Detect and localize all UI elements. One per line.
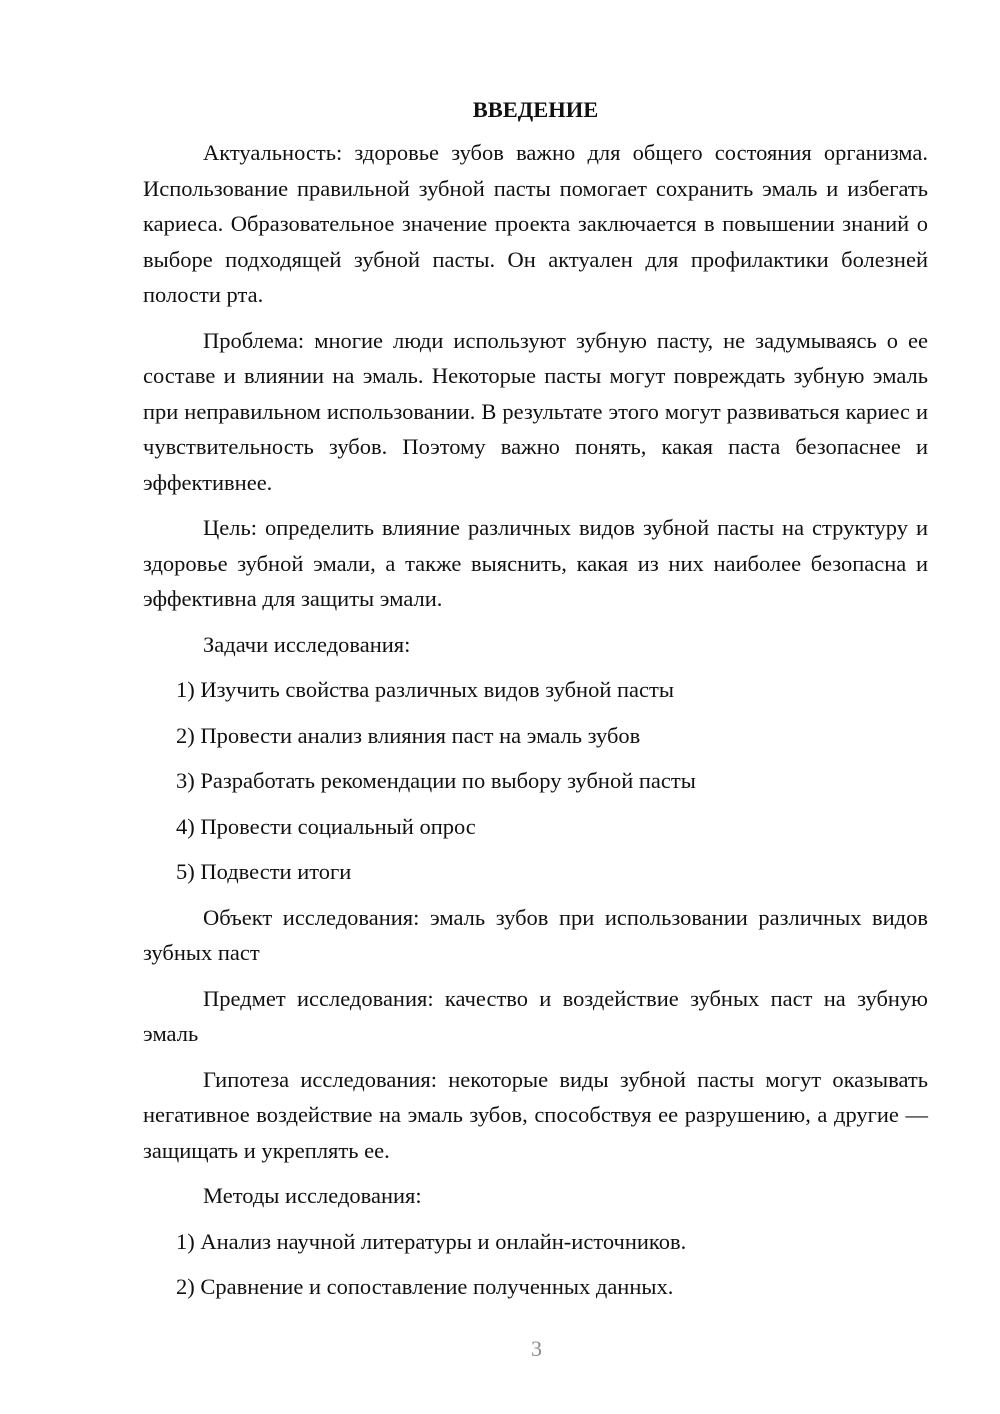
page-number: 3 [531,1336,542,1361]
method-item: 1) Анализ научной литературы и онлайн-источников. [176,1228,687,1254]
section-heading: ВВЕДЕНИЕ [472,97,599,122]
task-item: 1) Изучить свойства различных видов зубной пасты [176,677,674,702]
object-paragraph: Объект исследования: эмаль зубов при использовании различных видов зубных паст [143,904,928,965]
methods-list [143,1224,928,1305]
subject-paragraph: Предмет исследования: качество и воздействие зубных паст на зубную эмаль [143,985,928,1046]
problem-paragraph: Проблема: многие люди используют зубную пасту, не задумываясь о ее составе и влиянии на эмаль. Некоторые пасты могут повреждать зубную эмаль при неправильном использовании. В результате этого могут развиваться кариес и чувствительность зубов. Поэтому важно понять, какая паста безопаснее и эффективнее. [143,327,928,495]
methods-label: Методы исследования: [203,1183,422,1208]
hypothesis-paragraph: Гипотеза исследования: некоторые виды зубной пасты могут оказывать негативное воздействие на эмаль зубов, способствуя ее разрушению, а другие — защищать и укреплять ее. [143,1066,928,1163]
task-item: 4) Провести социальный опрос [176,813,476,839]
tasks-label: Задачи исследования: [203,631,411,657]
task-item: 3) Разработать рекомендации по выбору зубной пасты [176,768,696,793]
relevance-paragraph: Актуальность: здоровье зубов важно для общего состояния организма. Использование правильной зубной пасты помогает сохранить эмаль и избегать кариеса. Образовательное значение проекта заключается в повышении знаний о выборе подходящей зубной пасты. Он актуален для профилактики болезней полости рта. [143,140,928,307]
task-item: 5) Подвести итоги [176,859,352,884]
goal-paragraph: Цель: определить влияние различных видов зубной пасты на структуру и здоровье зубной эмали, а также выяснить, какая из них наиболее безопасна и эффективна для защиты эмали. [143,515,928,611]
task-item: 2) Провести анализ влияния паст на эмаль зубов [176,722,641,748]
document-page [143,92,928,1315]
method-item: 2) Сравнение и сопоставление полученных данных. [176,1274,674,1299]
tasks-list [143,672,928,890]
